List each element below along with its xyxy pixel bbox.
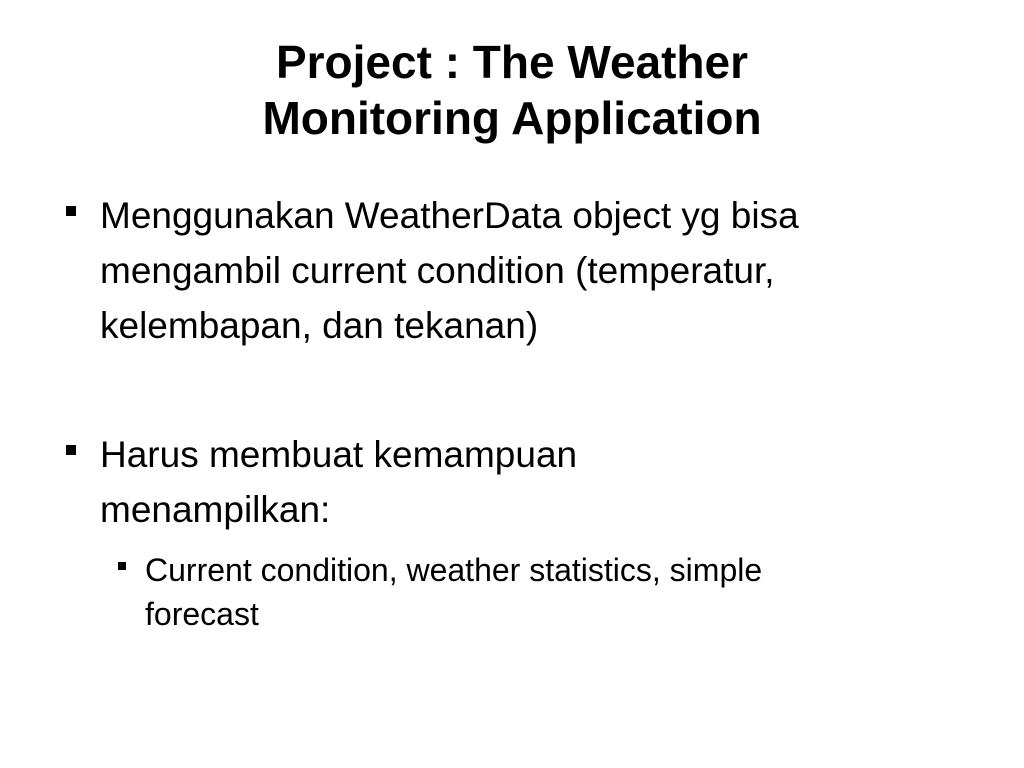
bullet-line: mengambil current condition (temperatur, bbox=[100, 250, 775, 291]
sub-bullet-line: forecast bbox=[145, 596, 259, 632]
square-bullet-icon bbox=[66, 206, 76, 216]
bullet-line: Menggunakan WeatherData object yg bisa bbox=[100, 195, 799, 236]
square-bullet-icon bbox=[118, 562, 126, 570]
sub-bullet-line: Current condition, weather statistics, simple bbox=[145, 552, 763, 588]
bullet-line: kelembapan, dan tekanan) bbox=[100, 305, 539, 346]
bullet-line: Harus membuat kemampuan bbox=[100, 434, 578, 475]
square-bullet-icon bbox=[66, 445, 76, 455]
sub-bullet-text bbox=[145, 548, 935, 636]
title-line: Monitoring Application bbox=[262, 92, 762, 144]
slide-title bbox=[60, 34, 964, 146]
bullet-text bbox=[100, 427, 980, 537]
title-line: Project : The Weather bbox=[275, 36, 749, 88]
bullet-line: menampilkan: bbox=[100, 489, 331, 530]
bullet-text bbox=[100, 188, 980, 353]
